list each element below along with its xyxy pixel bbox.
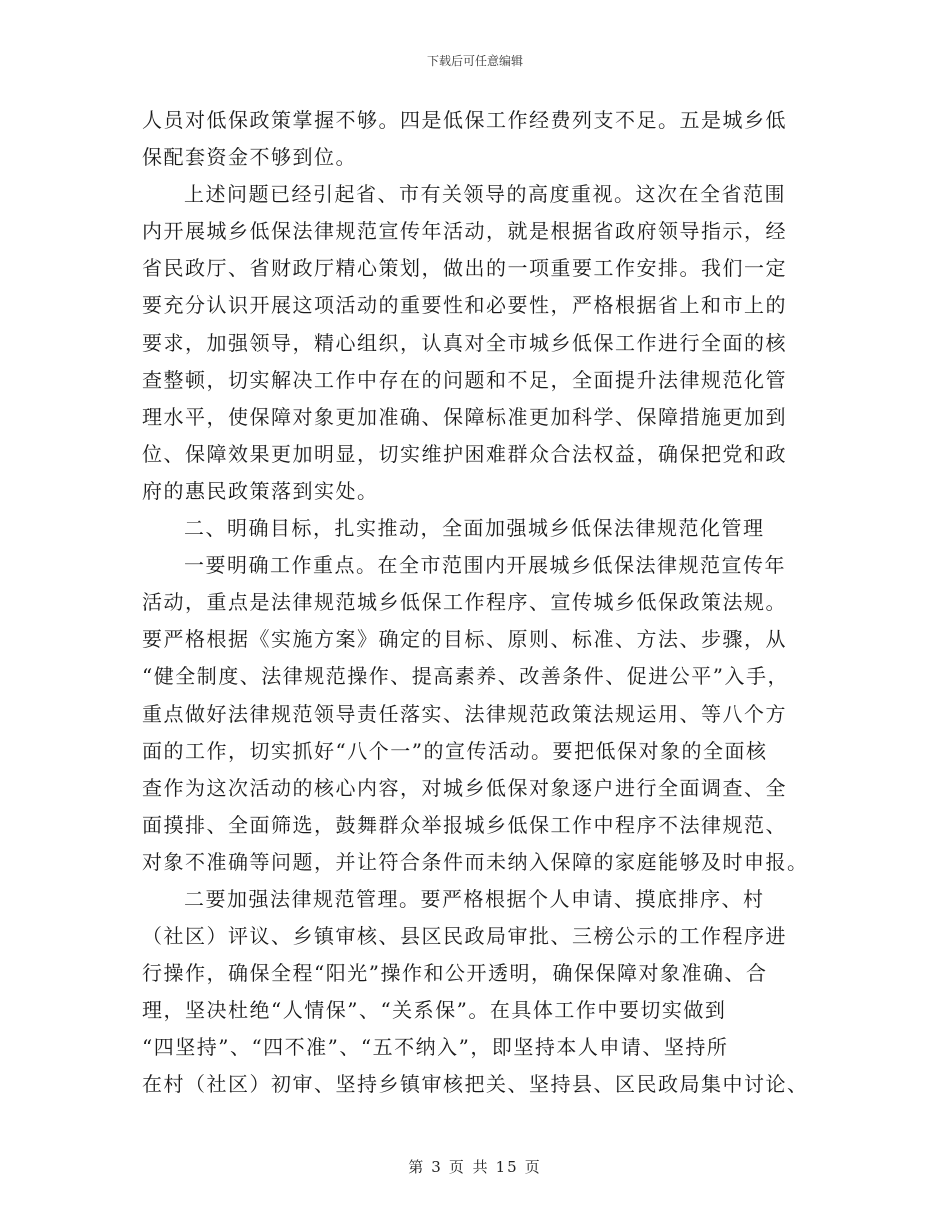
text-line: 二、明确目标，扎实推动，全面加强城乡低保法律规范化管理	[184, 516, 765, 541]
footer-total-pages: 15	[495, 1158, 519, 1176]
page-header: 下载后可任意编辑	[426, 54, 523, 68]
footer-middle: 页 共	[448, 1158, 490, 1176]
text-line: 一要明确工作重点。在全市范围内开展城乡低保法律规范宣传年	[184, 553, 786, 578]
text-line: 理水平，使保障对象更加准确、保障标准更加科学、保障措施更加到	[142, 404, 787, 429]
text-line: 位、保障效果更加明显，切实维护困难群众合法权益，确保把党和政	[142, 441, 787, 466]
text-line: 上述问题已经引起省、市有关领导的高度重视。这次在全省范围	[184, 182, 786, 207]
text-line: 二要加强法律规范管理。要严格根据个人申请、摸底排序、村	[184, 886, 765, 911]
footer-prefix: 第	[408, 1158, 426, 1176]
text-line: 府的惠民政策落到实处。	[142, 478, 379, 503]
text-line: 内开展城乡低保法律规范宣传年活动，就是根据省政府领导指示，经	[142, 219, 787, 244]
text-line: 人员对低保政策掌握不够。四是低保工作经费列支不足。五是城乡低	[142, 108, 787, 132]
text-line: 行操作，确保全程“阳光”操作和公开透明，确保保障对象准确、合	[142, 961, 768, 986]
text-line: 查整顿，切实解决工作中存在的问题和不足，全面提升法律规范化管	[142, 367, 787, 392]
footer-page-number: 3	[431, 1158, 443, 1176]
text-line: 理，坚决杜绝“人情保”、“关系保”。在具体工作中要切实做到	[142, 998, 727, 1023]
text-line: 要严格根据《实施方案》确定的目标、原则、标准、方法、步骤，从	[142, 627, 787, 652]
page-footer	[0, 1156, 950, 1177]
text-line: 面摸排、全面筛选，鼓舞群众举报城乡低保工作中程序不法律规范、	[142, 812, 787, 837]
text-line: 省民政厅、省财政厅精心策划，做出的一项重要工作安排。我们一定	[142, 256, 787, 281]
document-body	[142, 102, 822, 1104]
text-line: 要充分认识开展这项活动的重要性和必要性，严格根据省上和市上的	[142, 293, 787, 318]
text-line: 重点做好法律规范领导责任落实、法律规范政策法规运用、等八个方	[142, 701, 787, 726]
text-line: 要求，加强领导，精心组织，认真对全市城乡低保工作进行全面的核	[142, 330, 787, 355]
text-line: 保配套资金不够到位。	[142, 145, 357, 170]
footer-suffix: 页	[524, 1158, 542, 1176]
text-line: 在村（社区）初审、坚持乡镇审核把关、坚持县、区民政局集中讨论、	[142, 1072, 809, 1097]
text-line: 活动，重点是法律规范城乡低保工作程序、宣传城乡低保政策法规。	[142, 590, 787, 615]
text-line: 对象不准确等问题，并让符合条件而未纳入保障的家庭能够及时申报。	[142, 849, 809, 874]
text-line: “健全制度、法律规范操作、提高素养、改善条件、促进公平”入手，	[142, 664, 789, 689]
text-line: （社区）评议、乡镇审核、县区民政局审批、三榜公示的工作程序进	[142, 924, 787, 949]
text-line: “四坚持”、“四不准”、“五不纳入”，即坚持本人申请、坚持所	[142, 1035, 729, 1060]
text-line: 面的工作，切实抓好“八个一”的宣传活动。要把低保对象的全面核	[142, 738, 768, 763]
text-line: 查作为这次活动的核心内容，对城乡低保对象逐户进行全面调查、全	[142, 775, 787, 800]
